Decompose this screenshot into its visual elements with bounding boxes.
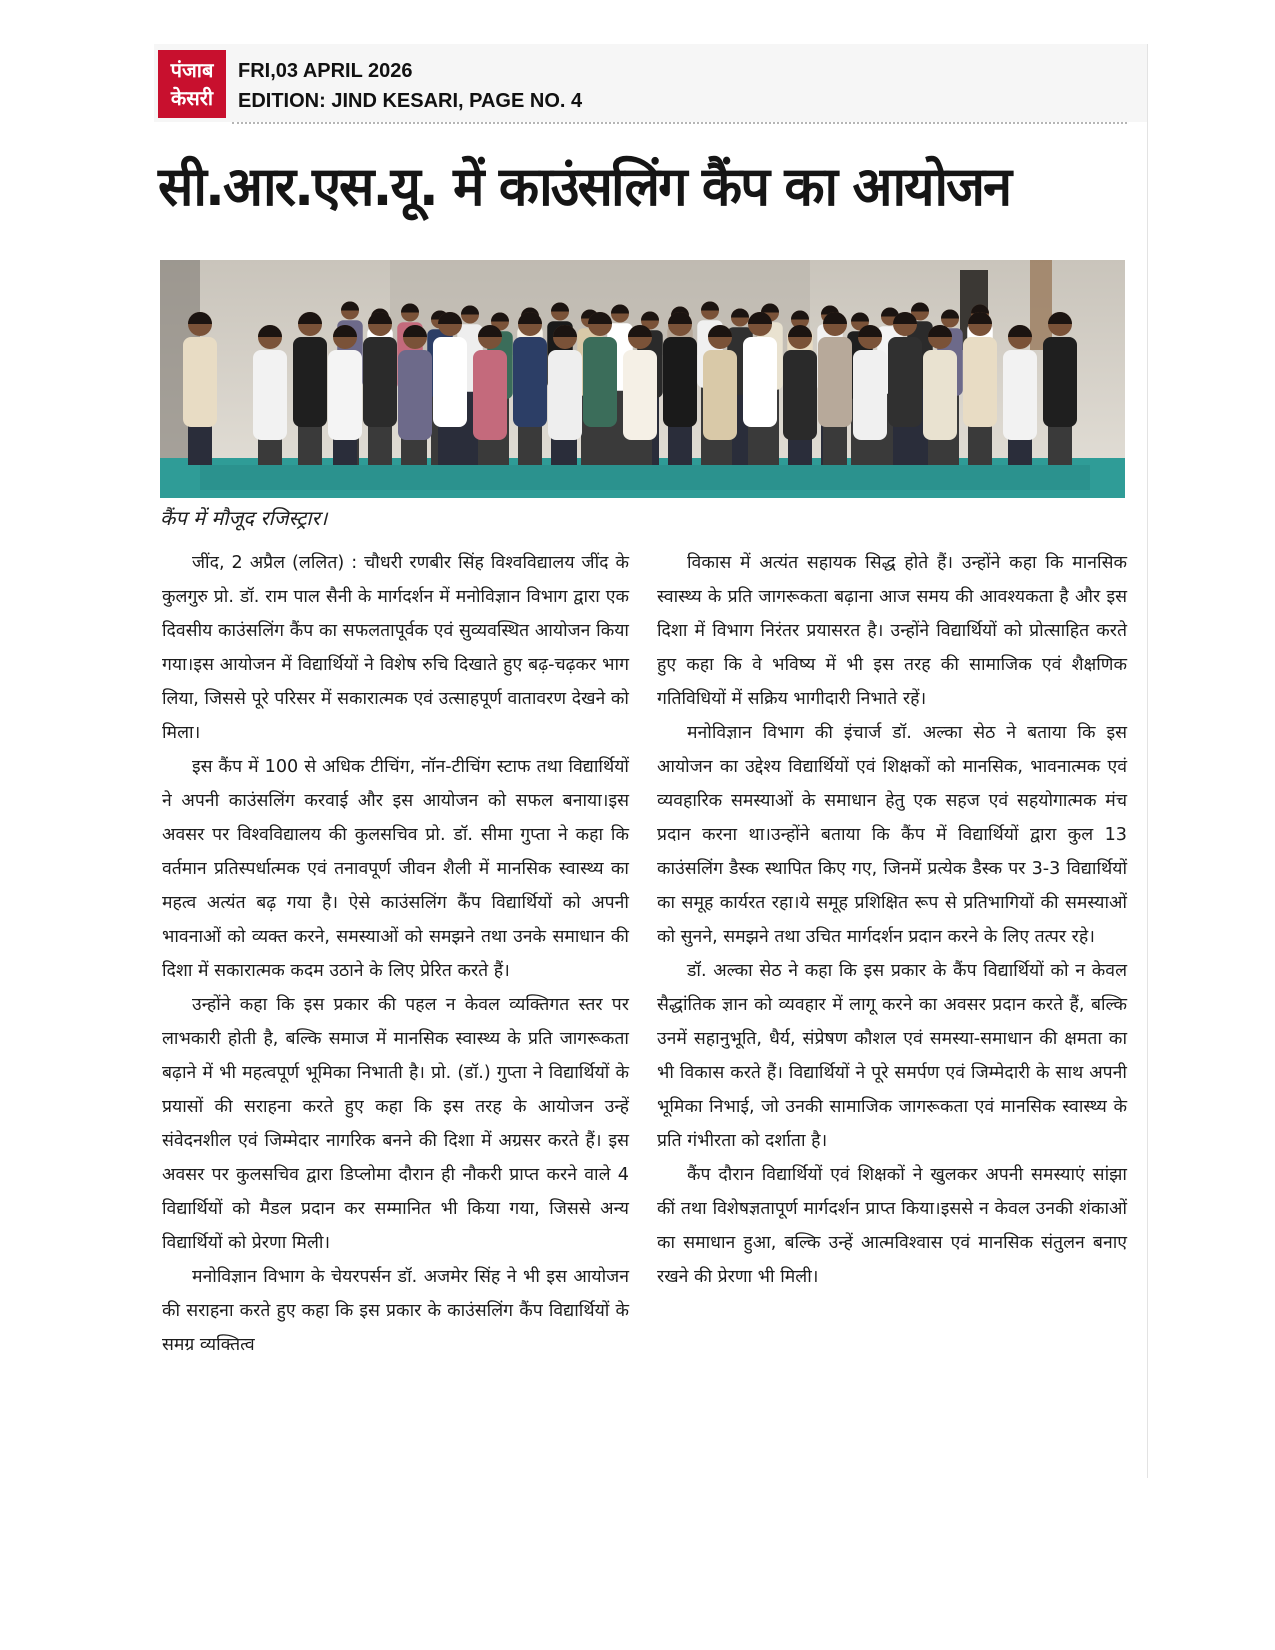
article-headline: सी.आर.एस.यू. में काउंसलिंग कैंप का आयोजन: [158, 155, 1011, 218]
article-paragraph: इस कैंप में 100 से अधिक टीचिंग, नॉन-टीचिंग स्टाफ तथा विद्यार्थियों ने अपनी काउंसलिंग करवाई और इस आयोजन को सफल बनाया।इस अवसर पर विश्वविद्यालय की कुलसचिव प्रो. डॉ. सीमा गुप्ता ने कहा कि वर्तमान प्रतिस्पर्धात्मक एवं तनावपूर्ण जीवन शैली में मानसिक स्वास्थ्य का महत्व अत्यंत बढ़ गया है। ऐसे काउंसलिंग कैंप विद्यार्थियों को अपनी भावनाओं को व्यक्त करने, समस्याओं को समझने तथा उनके समाधान की दिशा में सकारात्मक कदम उठाने के लिए प्रेरित करते हैं।: [162, 757, 629, 981]
article-paragraph: विकास में अत्यंत सहायक सिद्ध होते हैं। उन्होंने कहा कि मानसिक स्वास्थ्य के प्रति जागरूकता बढ़ाना आज समय की आवश्यकता है और इस दिशा में विभाग निरंतर प्रयासरत है। उन्होंने विद्यार्थियों को प्रोत्साहित करते हुए कहा कि वे भविष्य में भी इस तरह की सामाजिक एवं शैक्षणिक गतिविधियों में सक्रिय भागीदारी निभाते रहें।: [657, 553, 1127, 709]
edition-date: FRI,03 APRIL 2026: [238, 60, 413, 82]
article-paragraph: कैंप दौरान विद्यार्थियों एवं शिक्षकों ने खुलकर अपनी समस्याएं सांझा कीं तथा विशेषज्ञतापूर्ण मार्गदर्शन प्राप्त किया।इससे न केवल उनकी शंकाओं का समाधान हुआ, बल्कि उन्हें आत्मविश्वास एवं मानसिक संतुलन बनाए रखने की प्रेरणा भी मिली।: [657, 1165, 1127, 1287]
article-column-left: [162, 546, 629, 1362]
clipping-cut-line: [232, 122, 1127, 124]
article-paragraph: जींद, 2 अप्रैल (ललित) : चौधरी रणबीर सिंह विश्वविद्यालय जींद के कुलगुरु प्रो. डॉ. राम पाल सैनी के मार्गदर्शन में मनोविज्ञान विभाग द्वारा एक दिवसीय काउंसलिंग कैंप का सफलतापूर्वक एवं सुव्यवस्थित आयोजन किया गया।इस आयोजन में विद्यार्थियों ने विशेष रुचि दिखाते हुए बढ़-चढ़कर भाग लिया, जिससे पूरे परिसर में सकारात्मक एवं उत्साहपूर्ण वातावरण देखने को मिला।: [162, 553, 629, 743]
newspaper-logo: [158, 50, 226, 118]
edition-info: [238, 56, 582, 116]
group-photo: [160, 260, 1125, 498]
logo-line-1: पंजाब: [170, 58, 214, 82]
photo-caption: कैंप में मौजूद रजिस्ट्रार।: [160, 506, 328, 530]
article-column-right: [657, 546, 1127, 1294]
edition-name: EDITION: JIND KESARI, PAGE NO. 4: [238, 90, 583, 112]
logo-line-2: केसरी: [170, 86, 214, 110]
article-paragraph: डॉ. अल्का सेठ ने कहा कि इस प्रकार के कैंप विद्यार्थियों को न केवल सैद्धांतिक ज्ञान को व्यवहार में लागू करने का अवसर प्रदान करते हैं, बल्कि उनमें सहानुभूति, धैर्य, संप्रेषण कौशल एवं समस्या-समाधान की क्षमता का भी विकास करते हैं। विद्यार्थियों ने पूरे समर्पण एवं जिम्मेदारी के साथ अपनी भूमिका निभाई, जो उनकी सामाजिक जागरूकता एवं मानसिक स्वास्थ्य के प्रति गंभीरता को दर्शाता है।: [657, 961, 1127, 1151]
article-paragraph: मनोविज्ञान विभाग की इंचार्ज डॉ. अल्का सेठ ने बताया कि इस आयोजन का उद्देश्य विद्यार्थियों एवं शिक्षकों को मानसिक, भावनात्मक एवं व्यवहारिक समस्याओं के समाधान हेतु एक सहज एवं सहयोगात्मक मंच प्रदान करना था।उन्होंने बताया कि कैंप में विद्यार्थियों द्वारा कुल 13 काउंसलिंग डैस्क स्थापित किए गए, जिनमें प्रत्येक डैस्क पर 3-3 विद्यार्थियों का समूह कार्यरत रहा।ये समूह प्रशिक्षित रूप से प्रतिभागियों की समस्याओं को सुनने, समझने तथा उचित मार्गदर्शन प्रदान करने के लिए तत्पर रहे।: [657, 723, 1127, 947]
article-paragraph: उन्होंने कहा कि इस प्रकार की पहल न केवल व्यक्तिगत स्तर पर लाभकारी होती है, बल्कि समाज में मानसिक स्वास्थ्य के प्रति जागरूकता बढ़ाने में भी महत्वपूर्ण भूमिका निभाती है। प्रो. (डॉ.) गुप्ता ने विद्यार्थियों के प्रयासों की सराहना करते हुए कहा कि इस तरह के आयोजन उन्हें संवेदनशील एवं जिम्मेदार नागरिक बनने की दिशा में अग्रसर करते हैं। इस अवसर पर कुलसचिव द्वारा डिप्लोमा दौरान ही नौकरी प्राप्त करने वाले 4 विद्यार्थियों को मैडल प्रदान कर सम्मानित भी किया गया, जिससे अन्य विद्यार्थियों को प्रेरणा मिली।: [162, 995, 629, 1253]
article-paragraph: मनोविज्ञान विभाग के चेयरपर्सन डॉ. अजमेर सिंह ने भी इस आयोजन की सराहना करते हुए कहा कि इस प्रकार के काउंसलिंग कैंप विद्यार्थियों के समग्र व्यक्तित्व: [162, 1267, 629, 1355]
